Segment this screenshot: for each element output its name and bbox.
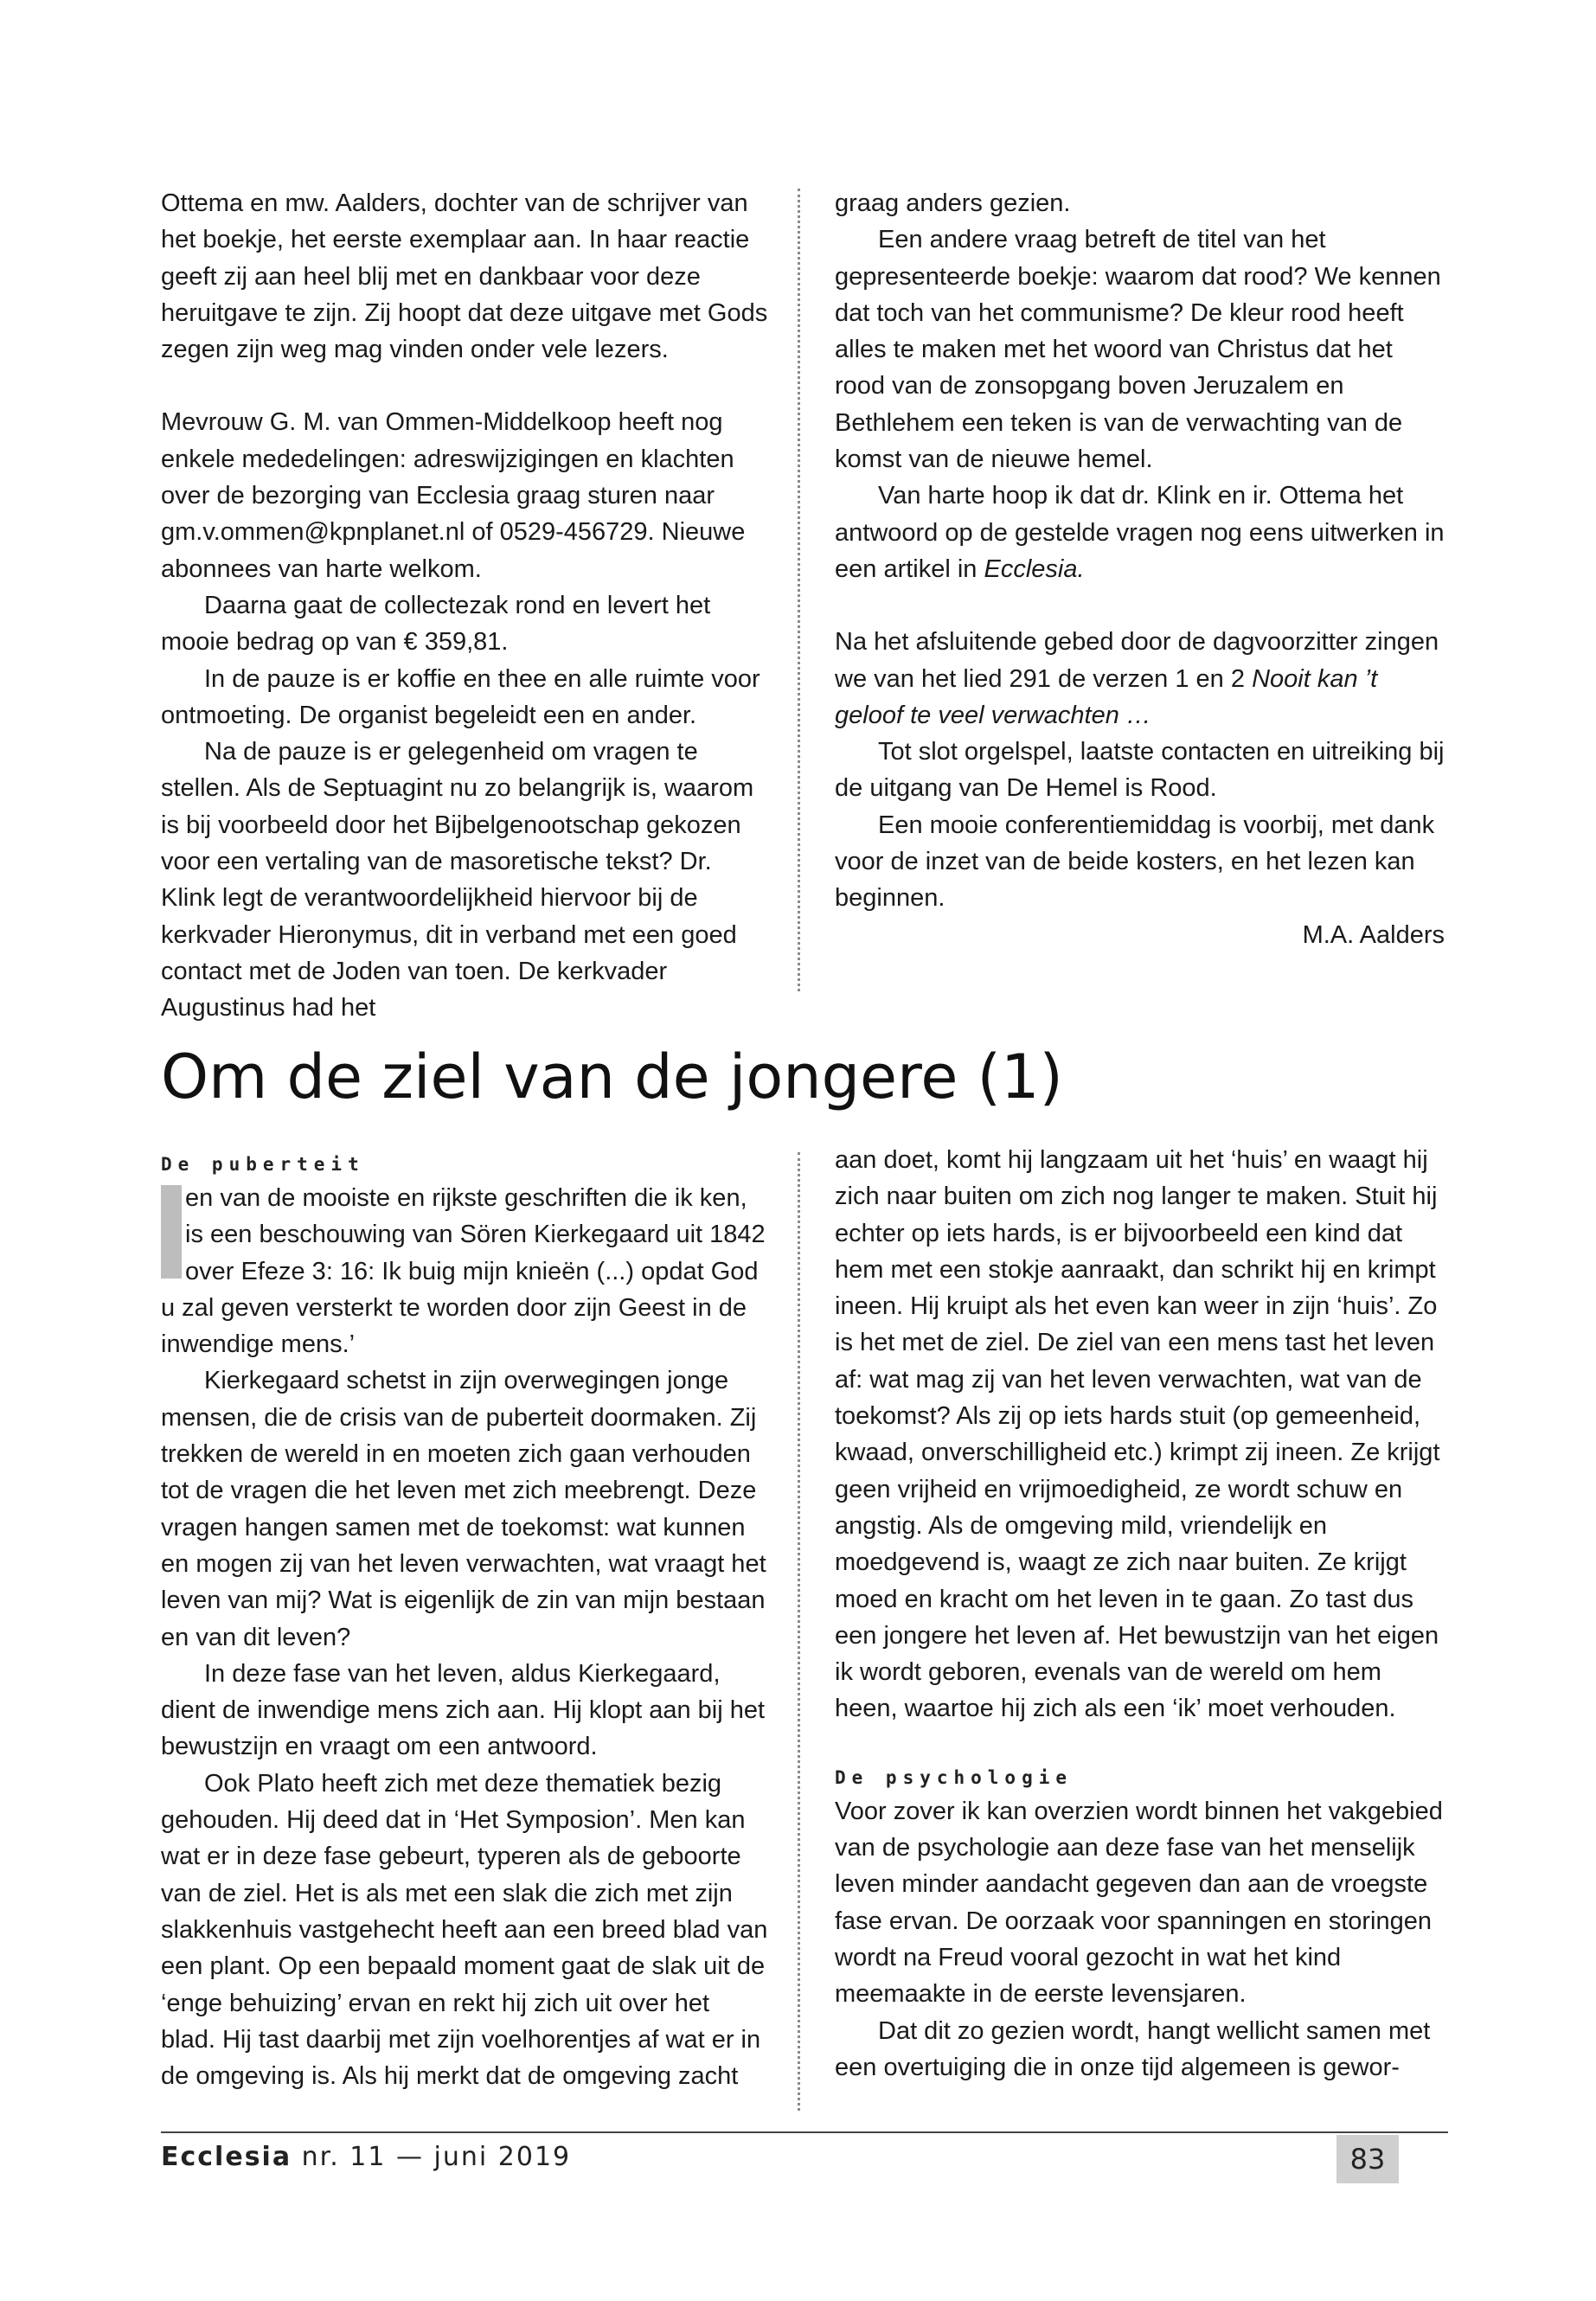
body-paragraph: Mevrouw G. M. van Ommen-Middelkoop heeft nog enkele mededelingen: adreswijzigingen en klachten over de bezorging van Ecclesia graag sturen naar gm.v.ommen@kpnplanet.nl of 0529-456729. Nieuwe abonnees van harte welkom. (161, 408, 746, 583)
body-paragraph: Een andere vraag betreft de titel van het gepresenteerde boekje: waarom dat rood? We kennen dat toch van het communisme? De kleur rood heeft alles te maken met het woord van Christus dat het rood van de zonsopgang boven Jeruzalem en Bethlehem een teken is van de verwachting van de komst van de nieuwe hemel. (835, 226, 1441, 474)
section-heading: De psychologie (835, 1766, 1074, 1788)
article-left-column (161, 1149, 771, 2094)
body-paragraph (835, 478, 1445, 587)
body-paragraph: In de pauze is er koffie en thee en alle ruimte voor ontmoeting. De organist begeleidt een en ander. (161, 664, 760, 729)
body-paragraph: aan doet, komt hij langzaam uit het ‘huis’ en waagt hij zich naar buiten om zich nog langer te maken. Stuit hij echter op iets hards, is er bijvoorbeeld een kind dat hem met een stokje aanraakt, dan schrikt hij en krimpt ineen. Hij kruipt als het even kan weer in zijn ‘huis’. Zo is het met de ziel. De ziel van een mens tast het leven af: wat mag zij van het leven verwachten, wat van de toekomst? Als zij op iets hards stuit (op gemeenheid, kwaad, onverschilligheid etc.) krimpt zij ineen. Ze krijgt geen vrijheid en vrijmoedigheid, ze wordt schuw en angstig. Als de omgeving mild, vriendelijk en moedgevend is, waagt ze zich naar buiten. Ze krijgt moed en kracht om het leven in te gaan. Zo tast dus een jongere het leven af. Het bewustzijn van het eigen ik wordt geboren, evenals van de wereld om hem heen, waartoe hij zich als een ‘ik’ moet verhouden. (835, 1146, 1440, 1723)
footer-issue-line (161, 2142, 571, 2172)
article-right-column (835, 1142, 1445, 2086)
body-paragraph: Een mooie conferentiemiddag is voorbij, met dank voor de inzet van de beide kosters, en het lezen kan beginnen. (835, 811, 1435, 913)
top-right-column (835, 185, 1445, 953)
article-title: Om de ziel van de jongere (1) (161, 1042, 1063, 1112)
author-signature: M.A. Aalders (1302, 920, 1445, 949)
body-paragraph (835, 624, 1445, 734)
body-paragraph: Dat dit zo gezien wordt, hangt wellicht samen met een overtuiging die in onze tijd algemeen is gewor- (835, 2016, 1431, 2081)
body-paragraph: Na de pauze is er gelegenheid om vragen te stellen. Als de Septuagint nu zo belangrijk is, waarom is bij voorbeeld door het Bijbelgenootschap gekozen voor een vertaling van de masoretische tekst? Dr. Klink legt de verantwoordelijkheid hiervoor bij de kerkvader Hieronymus, dit in verband met een goed contact met de Joden van toen. De kerkvader Augustinus had het (161, 738, 754, 1022)
magazine-name-italic: Ecclesia. (984, 554, 1085, 583)
paragraph-text: Van harte hoop ik dat dr. Klink en ir. Ottema het antwoord op de gestelde vragen nog eens uitwerken in een artikel in (835, 482, 1445, 583)
paragraph-text: en van de mooiste en rijkste geschriften die ik ken, is een beschouwing van Sören Kierkegaard uit 1842 over Efeze 3: 16: Ik buig mijn knieën (...) opdat God u zal geven versterkt te worden door zijn Geest in de inwendige mens.’ (161, 1184, 766, 1359)
footer-rule (161, 2131, 1448, 2133)
body-paragraph: graag anders gezien. (835, 189, 1071, 217)
body-paragraph: Kierkegaard schetst in zijn overwegingen jonge mensen, die de crisis van de puberteit doormaken. Zij trekken de wereld in en moeten zich gaan verhouden tot de vragen die het leven met zich meebrengt. Deze vragen hangen samen met de toekomst: wat kunnen en mogen zij van het leven verwachten, wat vraagt het leven van mij? Wat is eigenlijk de zin van mijn bestaan en van dit leven? (161, 1367, 766, 1651)
column-divider-article (798, 1152, 800, 2111)
body-paragraph: Voor zover ik kan overzien wordt binnen het vakgebied van de psychologie aan deze fase van het menselijk leven minder aandacht gegeven dan aan de vroegste fase ervan. De oorzaak voor spanningen en storingen wordt na Freud vooral gezocht in wat het kind meemaakte in de eerste levensjaren. (835, 1797, 1443, 2009)
column-divider-top (798, 189, 800, 991)
paragraph-text: Na het afsluitende gebed door de dagvoorzitter zingen we van het lied 291 de verzen 1 en 2 (835, 628, 1439, 693)
body-paragraph: Ook Plato heeft zich met deze thematiek bezig gehouden. Hij deed dat in ‘Het Symposion’. Men kan wat er in deze fase gebeurt, typeren als de geboorte van de ziel. Het is als met een slak die zich met zijn slakkenhuis vastgehecht heeft aan een breed blad van een plant. Op een bepaald moment gaat de slak uit de ‘enge behuizing’ ervan en rekt hij zich uit over het blad. Hij tast daarbij met zijn voelhorentjes af wat er in de omgeving is. Als hij merkt dat de omgeving zacht (161, 1769, 768, 2091)
drop-cap: E (161, 1185, 182, 1279)
footer-issue: nr. 11 — juni 2019 (301, 2142, 572, 2172)
footer-magazine-name: Ecclesia (161, 2142, 292, 2172)
body-paragraph: Daarna gaat de collectezak rond en levert het mooie bedrag op van € 359,81. (161, 591, 711, 657)
top-left-column (161, 185, 771, 1027)
body-paragraph: In deze fase van het leven, aldus Kierkegaard, dient de inwendige mens zich aan. Hij klopt aan bij het bewustzijn en vraagt om een antwoord. (161, 1659, 766, 1761)
first-paragraph (161, 1180, 771, 1362)
section-heading: De puberteit (161, 1154, 365, 1175)
hymn-title-italic: Nooit kan ’t geloof te veel verwachten … (835, 664, 1378, 729)
page-number: 83 (1336, 2135, 1399, 2183)
body-paragraph: Ottema en mw. Aalders, dochter van de schrijver van het boekje, het eerste exemplaar aan. In haar reactie geeft zij aan heel blij met en dankbaar voor deze heruitgave te zijn. Zij hoopt dat deze uitgave met Gods zegen zijn weg mag vinden onder vele lezers. (161, 189, 768, 364)
body-paragraph: Tot slot orgelspel, laatste contacten en uitreiking bij de uitgang van De Hemel is Rood. (835, 738, 1445, 803)
